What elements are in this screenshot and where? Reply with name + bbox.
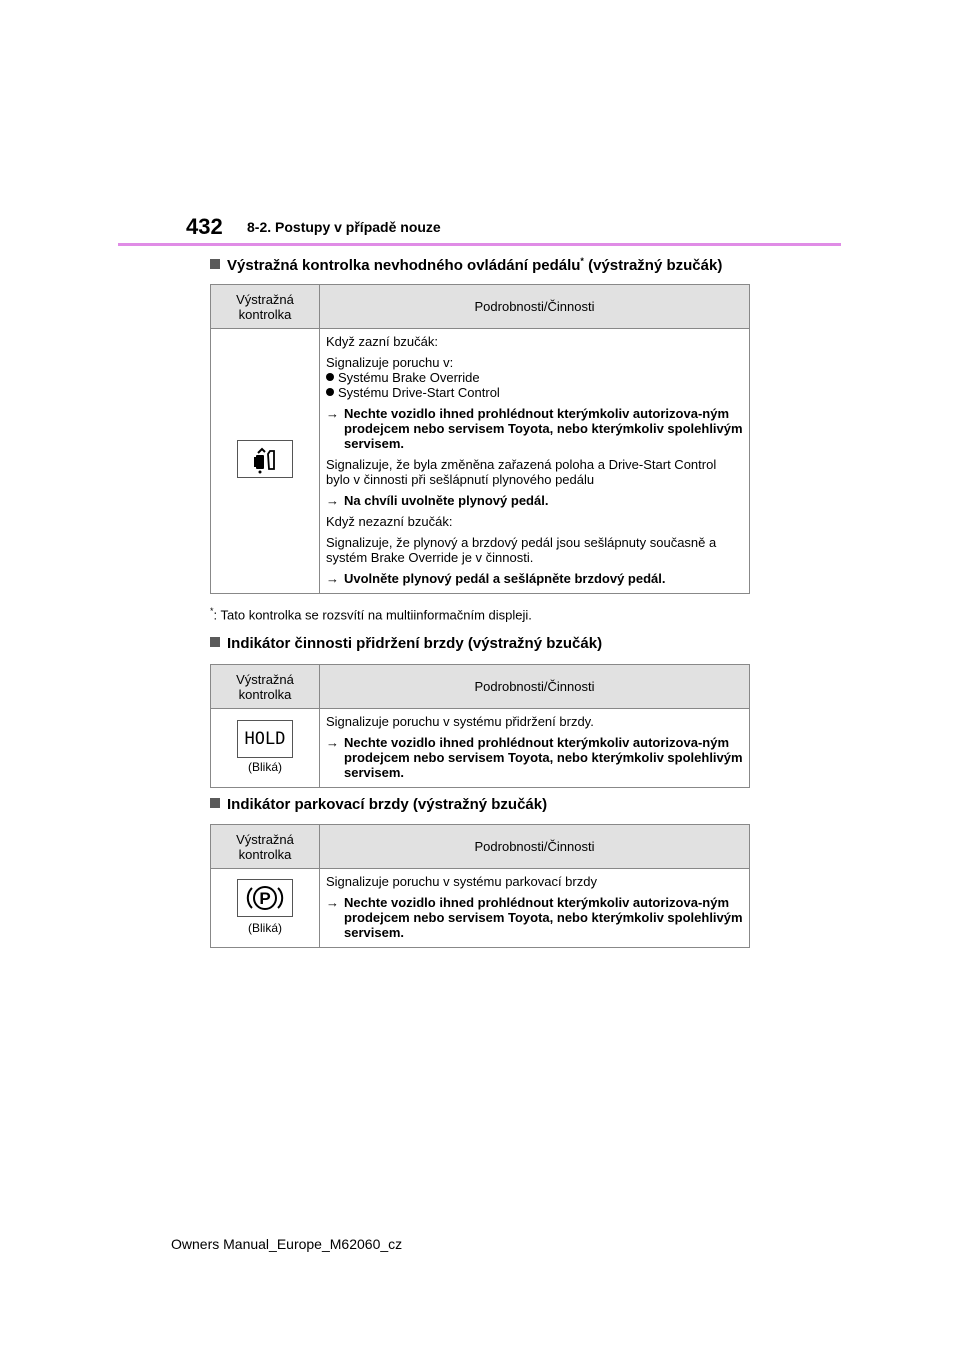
arrow-icon: →: [326, 406, 339, 421]
details-cell: [320, 709, 750, 788]
heading-parking-brake: [210, 796, 547, 813]
column-header-indicator: Výstražná kontrolka: [211, 285, 320, 329]
bullet-item: [326, 385, 743, 400]
icon-caption: (Bliká): [247, 759, 282, 774]
page-number: 432: [186, 214, 223, 239]
bullet-item: [326, 370, 743, 385]
detail-text: Signalizuje, že byla změněna zařazená poloha a Drive-Start Control bylo v činnosti při sešlápnutí plynového pedálu: [326, 457, 717, 487]
heading-text: Indikátor činnosti přidržení brzdy (výstražný bzučák): [227, 635, 603, 652]
detail-text: Signalizuje poruchu v systému přidržení brzdy.: [326, 714, 594, 729]
square-bullet-icon: [210, 798, 220, 808]
column-header-indicator: Výstražná kontrolka: [211, 665, 320, 709]
detail-text: Signalizuje, že plynový a brzdový pedál jsou sešlápnuty současně a systém Brake Override je v činnosti.: [326, 535, 717, 565]
hold-icon: HOLD: [237, 720, 293, 758]
heading-brake-hold: [210, 635, 602, 652]
table-brake-hold: [210, 664, 750, 788]
parking-brake-icon: [237, 879, 293, 917]
action-item: [326, 895, 743, 940]
heading-suffix: (výstražný bzučák): [583, 257, 723, 274]
heading-pedal-misoperation: [210, 256, 722, 274]
action-text: Nechte vozidlo ihned prohlédnout kterýmkoliv autorizova-ným prodejcem nebo servisem Toyota, nebo kterýmkoliv spolehlivým servisem.: [344, 735, 743, 780]
header-divider: [118, 243, 841, 246]
action-item: [326, 493, 743, 508]
square-bullet-icon: [210, 637, 220, 647]
pedal-misoperation-icon: [237, 440, 293, 478]
detail-text: Signalizuje poruchu v systému parkovací brzdy: [326, 874, 597, 889]
column-header-details: Podrobnosti/Činnosti: [320, 285, 750, 329]
column-header-details: Podrobnosti/Činnosti: [320, 825, 750, 869]
parking-brake-letter: P: [259, 888, 271, 908]
footnote-mark: *: [210, 606, 214, 616]
table-parking-brake: [210, 824, 750, 948]
footnote-mark: *: [580, 256, 584, 266]
footnote-text: : Tato kontrolka se rozsvítí na multiinformačním displeji.: [213, 607, 532, 623]
footer-text: Owners Manual_Europe_M62060_cz: [171, 1236, 403, 1252]
action-text: Uvolněte plynový pedál a sešlápněte brzdový pedál.: [344, 571, 666, 586]
arrow-icon: →: [326, 571, 339, 586]
footnote: [210, 606, 532, 622]
arrow-icon: →: [326, 493, 339, 508]
action-text: Na chvíli uvolněte plynový pedál.: [344, 493, 549, 508]
action-item: [326, 406, 743, 451]
indicator-cell: [211, 329, 320, 594]
bullet-dot-icon: [326, 373, 334, 381]
detail-text: Signalizuje poruchu v:: [326, 355, 454, 370]
action-text: Nechte vozidlo ihned prohlédnout kterýmkoliv autorizova-ným prodejcem nebo servisem Toyota, nebo kterýmkoliv spolehlivým servisem.: [344, 895, 743, 940]
bullet-text: Systému Brake Override: [338, 370, 480, 385]
detail-text: Když nezazní bzučák:: [326, 514, 453, 529]
action-item: [326, 735, 743, 780]
detail-text: Když zazní bzučák:: [326, 334, 438, 349]
square-bullet-icon: [210, 259, 220, 269]
details-cell: [320, 329, 750, 594]
icon-caption: (Bliká): [247, 920, 282, 935]
indicator-cell: [211, 709, 320, 788]
table-pedal-misoperation: [210, 284, 750, 594]
column-header-details: Podrobnosti/Činnosti: [320, 665, 750, 709]
indicator-cell: [211, 869, 320, 948]
arrow-icon: →: [326, 895, 339, 910]
heading-text: Indikátor parkovací brzdy (výstražný bzučák): [227, 796, 548, 813]
details-cell: [320, 869, 750, 948]
bullet-text: Systému Drive-Start Control: [338, 385, 500, 400]
action-item: [326, 571, 743, 586]
heading-text: Výstražná kontrolka nevhodného ovládání pedálu: [227, 257, 581, 274]
action-text: Nechte vozidlo ihned prohlédnout kterýmkoliv autorizova-ným prodejcem nebo servisem Toyota, nebo kterýmkoliv spolehlivým servisem.: [344, 406, 743, 451]
section-title: 8-2. Postupy v případě nouze: [247, 219, 441, 235]
column-header-indicator: Výstražná kontrolka: [211, 825, 320, 869]
bullet-dot-icon: [326, 388, 334, 396]
arrow-icon: →: [326, 735, 339, 750]
